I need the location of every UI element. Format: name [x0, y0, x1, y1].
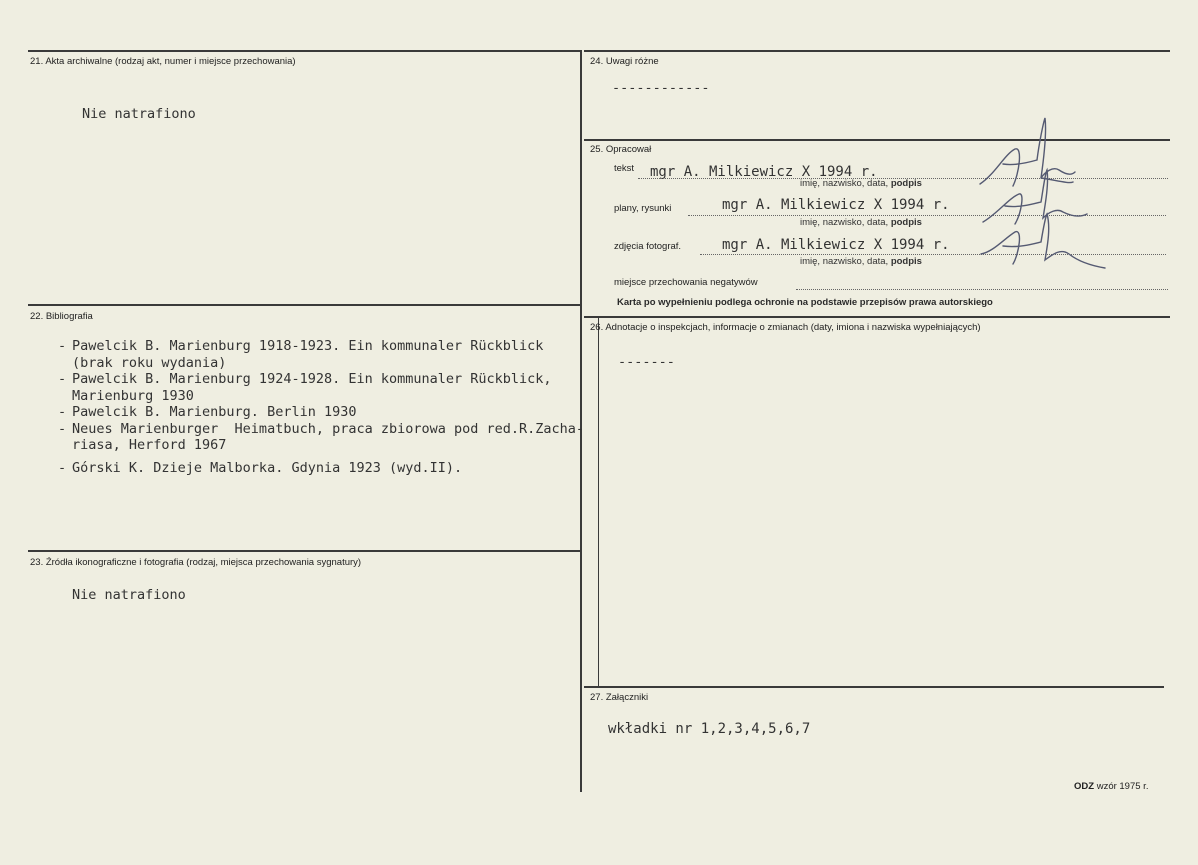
section-21-value: Nie natrafiono	[82, 106, 196, 122]
divider-22-23	[28, 550, 580, 552]
copyright-notice: Karta po wypełnieniu podlega ochronie na podstawie przepisów prawa autorskiego	[617, 297, 993, 308]
section-26-label: 26. Adnotacje o inspekcjach, informacje o zmianach (daty, imiona i nazwiska wypełniających)	[590, 322, 981, 333]
section-25-label: 25. Opracował	[590, 144, 652, 155]
bibliography-item: - Pawelcik B. Marienburg 1918-1923. Ein kommunaler Rückblick (brak roku wydania)	[58, 338, 544, 371]
plany-value: mgr A. Milkiewicz X 1994 r.	[722, 197, 950, 213]
section-23-value: Nie natrafiono	[72, 587, 186, 603]
section-23-label: 23. Źródła ikonograficzne i fotografia (rodzaj, miejsca przechowania sygnatury)	[30, 557, 362, 568]
bibliography-item: - Pawelcik B. Marienburg. Berlin 1930	[58, 404, 357, 420]
plany-caption: imię, nazwisko, data, podpis	[800, 217, 922, 228]
section-26-value: -------	[618, 354, 675, 370]
zdjecia-label: zdjęcia fotograf.	[614, 241, 682, 252]
negatywy-label: miejsce przechowania negatywów	[614, 277, 758, 288]
tekst-value: mgr A. Milkiewicz X 1994 r.	[650, 164, 878, 180]
zdjecia-value: mgr A. Milkiewicz X 1994 r.	[722, 237, 950, 253]
section-27-label: 27. Załączniki	[590, 692, 649, 703]
bibliography-item: - Pawelcik B. Marienburg 1924-1928. Ein kommunaler Rückblick, Marienburg 1930	[58, 371, 552, 404]
divider-26-27	[584, 686, 1164, 688]
divider-21-22	[28, 304, 580, 306]
tekst-label: tekst	[614, 163, 635, 174]
bibliography-list	[58, 338, 584, 476]
tekst-caption: imię, nazwisko, data, podpis	[800, 178, 922, 189]
right-inner-divider	[598, 318, 599, 688]
bibliography-item: - Neues Marienburger Heimatbuch, praca zbiorowa pod red.R.Zacha- riasa, Herford 1967	[58, 420, 585, 453]
section-24-value: ------------	[612, 80, 710, 96]
section-27-value: wkładki nr 1,2,3,4,5,6,7	[608, 721, 811, 737]
bibliography-item: - Górski K. Dzieje Malborka. Gdynia 1923 (wyd.II).	[58, 459, 463, 476]
section-24-label: 24. Uwagi różne	[590, 56, 659, 67]
top-border-right	[584, 50, 1170, 52]
plany-label: plany, rysunki	[614, 203, 672, 214]
negatywy-dotted-line	[796, 289, 1168, 290]
handwritten-signature	[975, 114, 1115, 274]
zdjecia-caption: imię, nazwisko, data, podpis	[800, 256, 922, 267]
form-footer: ODZ wzór 1975 r.	[1074, 781, 1149, 792]
top-border-left	[28, 50, 580, 52]
section-22-label: 22. Bibliografia	[30, 311, 93, 322]
divider-25-26	[584, 316, 1170, 318]
section-21-label: 21. Akta archiwalne (rodzaj akt, numer i miejsce przechowania)	[30, 56, 296, 67]
